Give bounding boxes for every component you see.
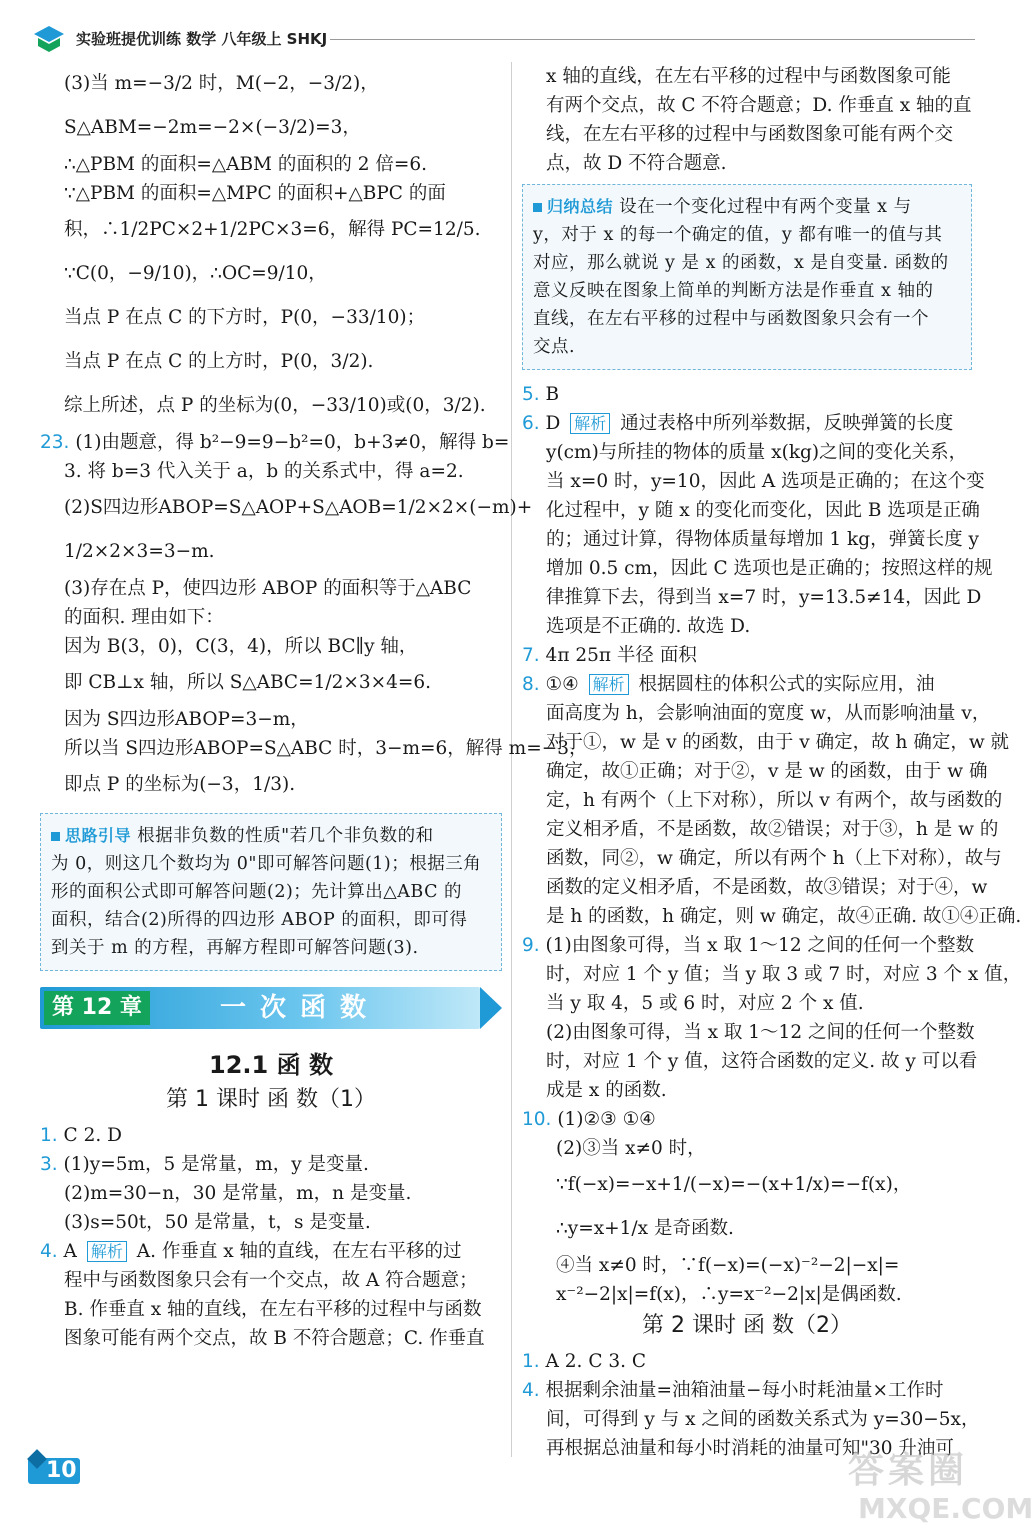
text-line: 有两个交点，故 C 不符合题意；D. 作垂直 x 轴的直: [546, 95, 972, 116]
question-number: 4.: [522, 1380, 540, 1401]
text-line: x 轴的直线，在左右平移的过程中与函数图象可能: [546, 66, 951, 87]
answer-text: A 2. C 3. C: [545, 1351, 647, 1372]
text-line: (2)③当 x≠0 时，: [556, 1138, 706, 1159]
lesson-title: 第 1 课时 函 数（1）: [166, 1087, 376, 1112]
text-line: (1)由题意，得 b²−9=9−b²=0，b+3≠0，解得 b=: [75, 432, 510, 453]
text-line: 的面积. 理由如下：: [64, 607, 224, 628]
text-line: ∵f(−x)=−x+1/(−x)=−(x+1/x)=−f(x)，: [556, 1174, 912, 1195]
question-number: 9.: [522, 935, 540, 956]
text-line: 是 h 的函数，h 确定，则 w 确定，故④正确. 故①④正确.: [546, 906, 1022, 927]
answer-text: A: [63, 1241, 77, 1262]
question-number: 8.: [522, 674, 540, 695]
note-line: 为 0，则这几个数均为 0"即可解答问题(1)；根据三角: [51, 854, 482, 874]
text-line: (3)当 m=−3/2 时，M(−2，−3/2)，: [64, 73, 379, 94]
text-line: (3)存在点 P，使四边形 ABOP 的面积等于△ABC: [64, 578, 472, 599]
watermark-url: MXQE.COM: [858, 1492, 1033, 1525]
note-line: 意义反映在图象上简单的判断方法是作垂直 x 轴的: [533, 281, 934, 301]
text-line: (2)S四边形ABOP=S△AOP+S△AOB=1/2×2×(−m)+: [64, 497, 533, 518]
text-line: 函数的定义相矛盾，不是函数，故③错误；对于④，w: [546, 877, 988, 898]
text-line: 所以当 S四边形ABOP=S△ABC 时，3−m=6，解得 m=−3，: [64, 738, 588, 759]
note-label: 思路引导: [65, 826, 132, 845]
answer-text: C 2. D: [63, 1125, 122, 1146]
note-line: 形的面积公式即可解答问题(2)；先计算出△ABC 的: [51, 882, 463, 902]
right-column: [522, 62, 1022, 1463]
note-line: [51, 822, 491, 850]
note-line: [533, 193, 961, 221]
answer-line: (2)m=30−n，30 是常量，m，n 是变量.: [64, 1183, 412, 1204]
text-line: A. 作垂直 x 轴的直线，在左右平移的过: [136, 1241, 462, 1262]
square-bullet-icon: [533, 203, 542, 212]
text-line: 时，对应 1 个 y 值；当 y 取 3 或 7 时，对应 3 个 x 值，: [546, 964, 1022, 985]
text-line: 再根据总油量和每小时消耗的油量可知"30 升油可: [546, 1438, 954, 1459]
question-4b: [522, 1376, 972, 1405]
question-number: 5.: [522, 384, 540, 405]
text-line: 当点 P 在点 C 的上方时，P(0，3/2).: [64, 351, 374, 372]
answer-text: (1)y=5m，5 是常量，m，y 是变量.: [63, 1154, 369, 1175]
book-logo-icon: [30, 22, 68, 54]
text-line: 积，∴1/2PC×2+1/2PC×3=6，解得 PC=12/5.: [64, 219, 481, 240]
note-line: 对应，那么就说 y 是 x 的函数，x 是自变量. 函数的: [533, 253, 949, 273]
text-line: 间，可得到 y 与 x 之间的函数关系式为 y=30−5x，: [546, 1409, 980, 1430]
answer-line: [40, 1150, 502, 1179]
text-line: 当 y 取 4，5 或 6 时，对应 2 个 x 值.: [546, 993, 864, 1014]
text-line: x⁻²−2|x|=f(x)，∴y=x⁻²−2|x|是偶函数.: [556, 1284, 902, 1305]
text-line: 图象可能有两个交点，故 B 不符合题意；C. 作垂直: [64, 1328, 485, 1349]
question-number: 1.: [522, 1351, 540, 1372]
watermark-title: 答案圈: [848, 1450, 969, 1491]
text-line: y(cm)与所挂的物体的质量 x(kg)之间的变化关系，: [546, 442, 968, 463]
question-number: 6.: [522, 413, 540, 434]
question-5: [522, 380, 972, 409]
answer-text: D: [545, 413, 561, 434]
text-line: 当 x=0 时，y=10，因此 A 选项是正确的；在这个变: [546, 471, 985, 492]
lesson-title: 第 2 课时 函 数（2）: [642, 1313, 852, 1338]
header-title: 实验班提优训练 数学 八年级上 SHKJ: [76, 30, 328, 48]
note-text: 根据非负数的性质"若几个非负数的和: [137, 826, 434, 846]
text-line: 即点 P 的坐标为(−3，1/3).: [64, 774, 296, 795]
summary-note: [522, 184, 972, 370]
text-line: ∴y=x+1/x 是奇函数.: [556, 1218, 734, 1239]
text-line: (1)由图象可得，当 x 取 1～12 之间的任何一个整数: [545, 935, 975, 956]
answer-line: (3)s=50t，50 是常量，t，s 是变量.: [64, 1212, 371, 1233]
text-line: 点，故 D 不符合题意.: [546, 153, 727, 174]
header-rule: [330, 39, 975, 40]
question-23: [40, 428, 510, 457]
note-line: 交点.: [533, 337, 576, 357]
note-line: 面积，结合(2)所得的四边形 ABOP 的面积，即可得: [51, 910, 468, 930]
text-line: 即 CB⊥x 轴，所以 S△ABC=1/2×3×4=6.: [64, 672, 432, 693]
text-line: 根据圆柱的体积公式的实际应用，油: [638, 674, 935, 695]
answer-text: ①④: [545, 674, 579, 695]
page-header: [30, 22, 975, 56]
question-number: 7.: [522, 645, 540, 666]
analysis-tag: 解析: [87, 1241, 127, 1262]
text-line: ④当 x≠0 时，∵f(−x)=(−x)⁻²−2|−x|=: [556, 1255, 900, 1276]
question-number: 10.: [522, 1109, 552, 1130]
question-number: 4.: [40, 1241, 58, 1262]
text-line: 线，在左右平移的过程中与函数图象可能有两个交: [546, 124, 954, 145]
text-line: 根据剩余油量=油箱油量−每小时耗油量×工作时: [545, 1380, 944, 1401]
page-number: 10: [46, 1458, 77, 1483]
text-line: B. 作垂直 x 轴的直线，在左右平移的过程中与函数: [64, 1299, 482, 1320]
note-line: 到关于 m 的方程，再解方程即可解答问题(3).: [51, 938, 419, 958]
text-line: 当点 P 在点 C 的下方时，P(0，−33/10)；: [64, 307, 426, 328]
note-line: 直线，在左右平移的过程中与函数图象只会有一个: [533, 309, 929, 329]
chapter-title: 一次函数: [220, 993, 381, 1023]
text-line: 1/2×2×3=3−m.: [64, 541, 215, 562]
chevron-right-icon: [480, 987, 502, 1029]
text-line: 时，对应 1 个 y 值，这符合函数的定义. 故 y 可以看: [546, 1051, 978, 1072]
question-7: [522, 641, 972, 670]
text-line: 增加 0.5 cm，因此 C 选项也是正确的；按照这样的规: [546, 558, 993, 579]
text-line: 面高度为 h，会影响油面的宽度 w，从而影响油量 v，: [546, 703, 991, 724]
text-line: 对于①，w 是 v 的函数，由于 v 确定，故 h 确定，w 就: [546, 732, 1010, 753]
text-line: 化过程中，y 随 x 的变化而变化，因此 B 选项是正确: [546, 500, 980, 521]
answer-line: [40, 1121, 502, 1150]
page-number-badge: [28, 1452, 82, 1486]
question-8: [522, 670, 972, 699]
text-line: ∵C(0，−9/10)，∴OC=9/10，: [64, 263, 327, 284]
question-6: [522, 409, 972, 438]
answer-line: [522, 1347, 972, 1376]
text-line: 成是 x 的函数.: [546, 1080, 667, 1101]
question-number: 1.: [40, 1125, 58, 1146]
question-4: [40, 1237, 502, 1266]
text-line: S△ABM=−2m=−2×(−3/2)=3，: [64, 117, 361, 138]
text-line: 的；通过计算，得物体质量每增加 1 kg，弹簧长度 y: [546, 529, 979, 550]
text-line: 3. 将 b=3 代入关于 a，b 的关系式中，得 a=2.: [64, 461, 464, 482]
chapter-banner: [40, 983, 502, 1037]
note-text: 设在一个变化过程中有两个变量 x 与: [619, 197, 912, 217]
text-line: 选项是不正确的. 故选 D.: [546, 616, 751, 637]
text-line: 因为 S四边形ABOP=3−m，: [64, 709, 309, 730]
answer-text: B: [545, 384, 560, 405]
text-line: (1)②③ ①④: [557, 1109, 656, 1130]
question-9: [522, 931, 975, 960]
text-line: 因为 B(3，0)，C(3，4)，所以 BC∥y 轴，: [64, 636, 418, 657]
answer-text: 4π 25π 半径 面积: [545, 645, 697, 666]
text-line: 程中与函数图象只会有一个交点，故 A 符合题意；: [64, 1270, 478, 1291]
thinking-guide-note: [40, 813, 502, 971]
text-line: 定，h 有两个（上下对称），所以 v 有两个，故与函数的: [546, 790, 1003, 811]
text-line: 函数，同②，w 确定，所以有两个 h（上下对称），故与: [546, 848, 1002, 869]
text-line: 律推算下去，得到当 x=7 时，y=13.5≠14，因此 D: [546, 587, 982, 608]
text-line: 综上所述，点 P 的坐标为(0，−33/10)或(0，3/2).: [64, 395, 486, 416]
text-line: 确定，故①正确；对于②，v 是 w 的函数，由于 w 确: [546, 761, 988, 782]
question-10: [522, 1105, 972, 1134]
text-line: ∴△PBM 的面积=△ABM 的面积的 2 倍=6.: [64, 154, 428, 175]
section-title: 12.1 函 数: [209, 1051, 333, 1079]
analysis-tag: 解析: [589, 674, 629, 695]
watermark: [848, 1442, 1033, 1532]
analysis-tag: 解析: [570, 413, 610, 434]
text-line: ∵△PBM 的面积=△MPC 的面积+△BPC 的面: [64, 183, 446, 204]
text-line: 定义相矛盾，不是函数，故②错误；对于③，h 是 w 的: [546, 819, 999, 840]
question-number: 3.: [40, 1154, 58, 1175]
text-line: 通过表格中所列举数据，反映弹簧的长度: [620, 413, 954, 434]
chapter-label: 第 12 章: [44, 991, 150, 1025]
note-label: 归纳总结: [547, 197, 614, 216]
question-number: 23.: [40, 432, 70, 453]
note-line: y，对于 x 的每一个确定的值，y 都有唯一的值与其: [533, 225, 943, 245]
square-bullet-icon: [51, 832, 60, 841]
text-line: (2)由图象可得，当 x 取 1～12 之间的任何一个整数: [546, 1022, 975, 1043]
